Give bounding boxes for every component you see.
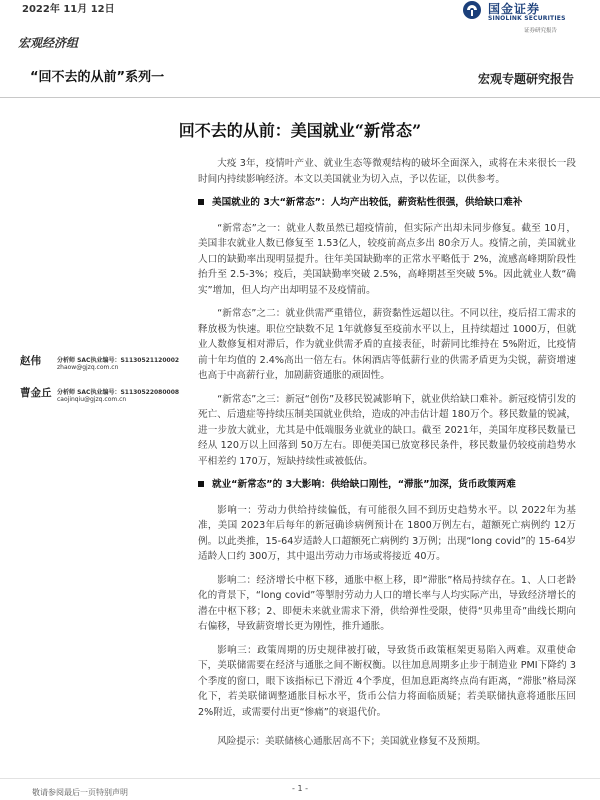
logo-name-en: SINOLINK SECURITIES — [488, 15, 566, 22]
sinolink-logo-icon — [462, 0, 482, 20]
report-body — [198, 156, 576, 758]
intro-paragraph: 大疫 3年，疫情叶产业、就业生态等微观结构的破坏全面深入，或将在未来很长一段时间内持续影响经济。本文以美国就业为切入点，予以佐证，以供参考。 — [198, 158, 576, 185]
report-title: 回不去的从前：美国就业“新常态” — [178, 121, 422, 140]
analyst-license: 分析师 SAC执业编号：S1130521120002 — [57, 357, 180, 364]
section2-paragraph-1: 影响一：劳动力供给持续偏低，有可能很久回不到历史趋势水平。以 2022年为基准，美国 2023年后每年的新冠确诊病例预计在 1800万例左右，超额死亡病例约 12万例。以此类推，15-64岁适龄人口超额死亡病例约 3万例；出现“long covid”的 15-64岁适龄人口约 300万，其中退出劳动力市场或将接近 40万。 — [198, 504, 576, 562]
section-heading-text: 美国就业的 3大“新常态”：人均产出较低，薪资粘性很强，供给缺口难补 — [212, 197, 523, 208]
section1-paragraph-3: “新常态”之三：新冠“创伤”及移民锐减影响下，就业供给缺口难补。新冠疫情引发的死亡、后遗症等持续压制美国就业供给，造成的冲击估计超 180万个。移民数量的锐减，进一步放大就业，尤其是中低端服务业就业的缺口。截至 2021年，美国年度移民数量已经从 120万以上回落到 50万左右。即便美国已放宽移民条件，移民数量仍较疫前趋势水平相差约 170万，短缺持续性或被低估。 — [198, 393, 576, 467]
analyst-license: 分析师 SAC执业编号：S1130522080008 — [57, 389, 180, 396]
analyst-name: 赵伟 — [20, 355, 41, 367]
header-divider — [0, 97, 600, 98]
footer-divider — [0, 778, 600, 779]
section-heading-1 — [198, 195, 576, 211]
risk-warning: 风险提示：美联储核心通胀居高不下；美国就业修复不及预期。 — [217, 736, 486, 747]
logo-subtitle: 证券研究报告 — [524, 28, 558, 34]
section1-paragraph-2: “新常态”之二：就业供需严重错位，薪资黏性远超以往。不同以往，疫后招工需求的释放极为快速。职位空缺数不足 1年就修复至疫前水平以上，且持续超过 1000万，但就业人数修复相对滞后，作为就业供需矛盾的直接表征，时薪同比维持在 5%附近，比疫情前十年均值的 2.4%高出一倍左右。休闲酒店等低薪行业的供需矛盾更为尖锐，薪资增速也高于中高薪行业，加剧薪资通胀的顽固性。 — [198, 308, 576, 381]
report-type: 宏观专题研究报告 — [477, 72, 574, 86]
section-heading-text: 就业“新常态”的 3大影响：供给缺口刚性，“滞胀”加深，货币政策两难 — [212, 479, 516, 490]
analyst-email[interactable]: caojinqiu@gjzq.com.cn — [57, 396, 127, 403]
analyst-card — [20, 385, 195, 409]
section2-paragraph-2: 影响二：经济增长中枢下移，通胀中枢上移，即“滞胀”格局持续存在。1、人口老龄化的背景下，“long covid”等掣肘劳动力人口的增长率与人均实际产出，导致经济增长的潜在中枢下移；2、即便未来就业需求下滑，供给弹性受限，使得“贝弗里奇”曲线长期向右偏移，导致薪资增长更为刚性，推升通胀。 — [198, 574, 576, 632]
bullet-square-icon — [198, 481, 204, 487]
logo-name-cn: 国金证券 — [488, 2, 541, 16]
research-group: 宏观经济组 — [18, 36, 79, 50]
bullet-square-icon — [198, 199, 204, 205]
analyst-card — [20, 353, 195, 377]
company-logo — [462, 0, 592, 40]
section2-paragraph-3: 影响三：政策周期的历史规律被打破，导致货币政策框架更易陷入两难。双重使命下，美联储需要在经济与通胀之间不断权衡。以往加息周期多止步于制造业 PMI下降约 3个季度的窗口，眼下该指标已下滑近 4个季度，但加息距离终点尚有距离，“滞胀”格局深化下，若美联储调整通胀目标水平，货币公信力将面临质疑；若美联储执意将通胀压回 2%附近，或需要付出更“惨痛”的衰退代价。 — [198, 644, 576, 718]
report-date: 2022年 11月 12日 — [22, 4, 115, 15]
disclaimer-link[interactable]: 敬请参阅最后一页特别声明 — [32, 788, 128, 797]
series-title: “回不去的从前”系列一 — [30, 70, 165, 85]
page-number: - 1 - — [292, 784, 308, 793]
analyst-email[interactable]: zhaow@gjzq.com.cn — [57, 364, 119, 371]
section1-paragraph-1: “新常态”之一：就业人数虽然已超疫情前，但实际产出却未同步修复。截至 10月，美国非农就业人数已修复至 1.53亿人，较疫前高点多出 80余万人。疫情之前，美国就业人口的缺勤率出现明显提升。往年美国缺勤率的正常水平略低于 2%，流感高峰期阶段性抬升至 2.5-3%；疫后，美国缺勤率突破 2.5%，高峰期甚至突破 5%。因此就业人数“确实”增加，但人均产出却明显不及疫情前。 — [198, 222, 576, 296]
section-heading-2 — [198, 477, 576, 493]
analyst-name: 曹金丘 — [20, 387, 52, 399]
